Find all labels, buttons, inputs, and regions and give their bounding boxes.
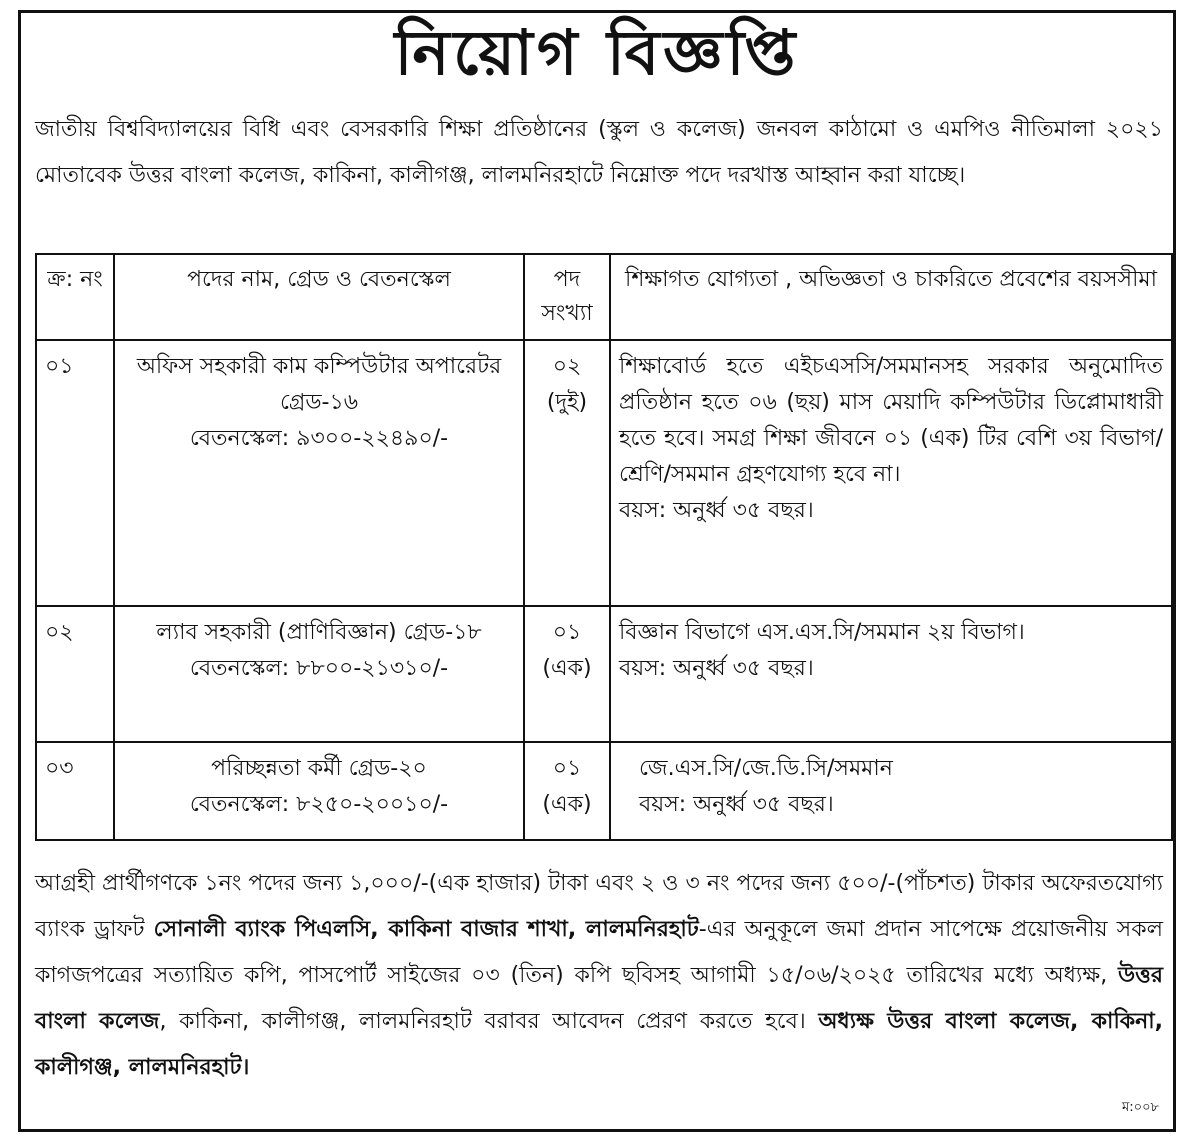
qualification-text: বিজ্ঞান বিভাগে এস.এস.সি/সমমান ২য় বিভাগ। xyxy=(619,620,1025,645)
post-name: অফিস সহকারী কাম কম্পিউটার অপারেটর গ্রেড-১৬ xyxy=(136,354,502,415)
instructions-part-1: আগ্রহী প্রার্থীগণকে ১নং পদের জন্য ১,০০০/-(এক হাজার) টাকা এবং ২ ও ৩ নং পদের জন্য ৫০০/-(পাঁচশত) টাকার অফেরতযোগ্য ব্যাংক ড্রাফট xyxy=(35,871,1163,942)
pay-scale: বেতনস্কেল: ৯৩০০-২২৪৯০/- xyxy=(189,426,449,451)
table-header-row xyxy=(36,254,1172,340)
table-row xyxy=(36,340,1172,606)
intro-paragraph: জাতীয় বিশ্ববিদ্যালয়ের বিধি এবং বেসরকারি শিক্ষা প্রতিষ্ঠানের (স্কুল ও কলেজ) জনবল কাঠামো ও এমপিও নীতিমালা ২০২১ মোতাবেক উত্তর বাংলা কলেজ, কাকিনা, কালীগঞ্জ, লালমনিরহাটে নিম্নোক্ত পদে দরখাস্ত আহ্বান করা যাচ্ছে। xyxy=(35,117,1163,188)
instructions-part-2: -এর অনুকূলে জমা প্রদান সাপেক্ষে প্রয়োজনীয় সকল কাগজপত্রের সত্যায়িত কপি, পাসপোর্ট সাইজের ০৩ (তিন) কপি ছবিসহ আগামী ১৫/০৬/২০২৫ তারিখের মধ্যে অধ্যক্ষ, xyxy=(35,917,1163,988)
header-post: পদের নাম, গ্রেড ও বেতনস্কেল xyxy=(114,254,524,340)
table-row xyxy=(36,742,1172,840)
pay-scale: বেতনস্কেল: ৮২৫০-২০০১০/- xyxy=(189,792,449,817)
header-qualification: শিক্ষাগত যোগ্যতা , অভিজ্ঞতা ও চাকরিতে প্রবেশের বয়সসীমা xyxy=(610,254,1172,340)
post-name: ল্যাব সহকারী (প্রাণিবিজ্ঞান) গ্রেড-১৮ xyxy=(156,620,482,645)
post-name: পরিচ্ছন্নতা কর্মী গ্রেড-২০ xyxy=(211,756,427,781)
notice-title: নিয়োগ বিজ্ঞপ্তি xyxy=(394,15,800,89)
bank-name: সোনালী ব্যাংক পিএলসি, কাকিনা বাজার শাখা, লালমনিরহাট xyxy=(153,917,699,942)
application-instructions xyxy=(35,861,1163,1091)
serial-cell: ০২ xyxy=(36,606,114,742)
header-serial: ক্র: নং xyxy=(36,254,114,340)
post-cell xyxy=(114,340,524,606)
qualification-text: শিক্ষাবোর্ড হতে এইচএসসি/সমমানসহ সরকার অনুমোদিত প্রতিষ্ঠান হতে ০৬ (ছয়) মাস মেয়াদি কম্পিউটার ডিপ্লোমাধারী হতে হবে। সমগ্র শিক্ষা জীবনে ০১ (এক) টির বেশি ৩য় বিভাগ/শ্রেণি/সমমান গ্রহণযোগ্য হবে না। xyxy=(619,354,1163,487)
qualification-cell xyxy=(610,340,1172,606)
age-limit: বয়স: অনুর্ধ্ব ৩৫ বছর। xyxy=(619,656,814,681)
count-cell: ০১ (এক) xyxy=(524,742,610,840)
positions-table xyxy=(35,253,1173,841)
table-row xyxy=(36,606,1172,742)
instructions-part-3: , কাকিনা, কালীগঞ্জ, লালমনিরহাট বরাবর আবেদন প্রেরণ করতে হবে। xyxy=(159,1009,819,1034)
count-cell: ০২ (দুই) xyxy=(524,340,610,606)
age-limit: বয়স: অনুর্ধ্ব ৩৫ বছর। xyxy=(619,498,814,523)
ad-code: ম:০০৮ xyxy=(1122,1100,1159,1115)
qualification-cell xyxy=(610,742,1172,840)
signature-line: অধ্যক্ষ উত্তর বাংলা কলেজ, কাকিনা, কালীগঞ্জ, লালমনিরহাট। xyxy=(35,1009,1163,1080)
pay-scale: বেতনস্কেল: ৮৮০০-২১৩১০/- xyxy=(189,656,449,681)
college-name: উত্তর বাংলা কলেজ xyxy=(35,963,1163,1034)
qualification-text: জে.এস.সি/জে.ডি.সি/সমমান xyxy=(639,756,893,781)
serial-cell: ০৩ xyxy=(36,742,114,840)
serial-cell: ০১ xyxy=(36,340,114,606)
age-limit: বয়স: অনুর্ধ্ব ৩৫ বছর। xyxy=(639,792,834,817)
header-count: পদ সংখ্যা xyxy=(524,254,610,340)
count-cell: ০১ (এক) xyxy=(524,606,610,742)
post-cell xyxy=(114,606,524,742)
title-bar xyxy=(21,13,1173,101)
qualification-cell xyxy=(610,606,1172,742)
post-cell xyxy=(114,742,524,840)
notice-frame xyxy=(18,10,1176,1132)
